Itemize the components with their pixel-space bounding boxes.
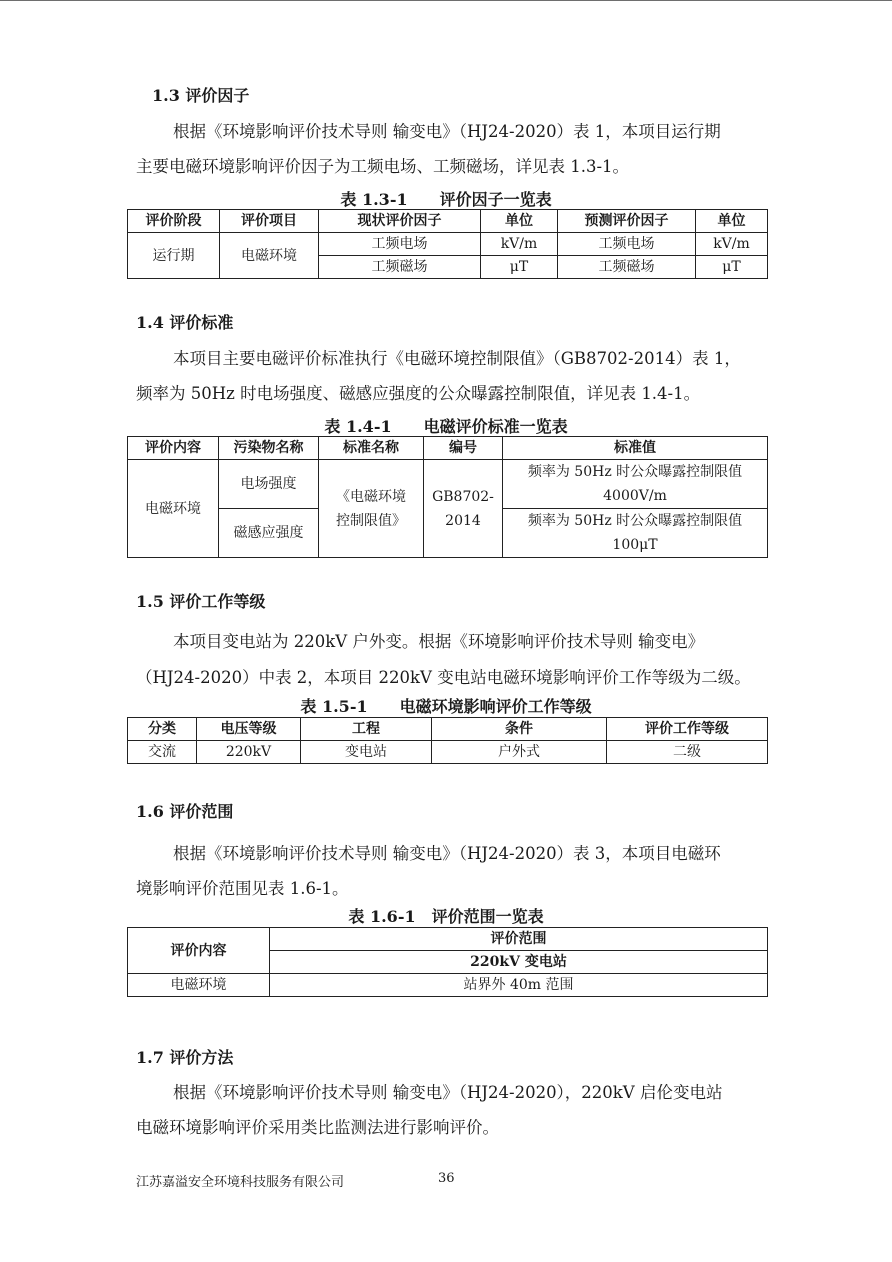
table-cell: kV/m: [481, 233, 558, 256]
top-rule: [0, 0, 892, 1]
paragraph-line: 根据《环境影响评价技术导则 输变电》（HJ24-2020），220kV 启伦变电站: [173, 1083, 723, 1102]
page-number: 36: [438, 1171, 455, 1186]
table-caption-1-5-1: 表 1.5-1 电磁环境影响评价工作等级: [300, 697, 592, 716]
table-cell-standard-value: [503, 460, 768, 509]
table-header: 评价内容: [128, 928, 270, 974]
table-header: 条件: [432, 718, 607, 741]
cell-line: 控制限值》: [336, 512, 406, 529]
table-header: 单位: [481, 210, 558, 233]
footer-company: 江苏嘉溢安全环境科技服务有限公司: [136, 1175, 345, 1190]
section-heading-1-7: 1.7 评价方法: [136, 1048, 234, 1067]
table-cell: 工频磁场: [319, 256, 481, 279]
table-cell-standard-name: [319, 460, 424, 558]
table-caption-1-6-1: 表 1.6-1 评价范围一览表: [348, 907, 544, 926]
table-header: 评价项目: [220, 210, 319, 233]
table-cell: μT: [481, 256, 558, 279]
paragraph-line: 电磁环境影响评价采用类比监测法进行影响评价。: [136, 1118, 499, 1137]
table-subheader: 220kV 变电站: [270, 951, 768, 974]
paragraph-line: 主要电磁环境影响评价因子为工频电场、工频磁场，详见表 1.3-1。: [136, 157, 630, 176]
table-header: 污染物名称: [219, 437, 319, 460]
table-1-5-1: [127, 717, 768, 764]
cell-line: 2014: [445, 512, 481, 529]
cell-line: 《电磁环境: [336, 488, 406, 505]
table-cell: 运行期: [128, 233, 220, 279]
table-header: 评价内容: [128, 437, 219, 460]
table-header: 标准名称: [319, 437, 424, 460]
table-cell: 电磁环境: [128, 460, 219, 558]
paragraph-line: 本项目主要电磁评价标准执行《电磁环境控制限值》（GB8702-2014）表 1，: [173, 349, 741, 368]
table-cell: 工频电场: [558, 233, 696, 256]
table-cell: 工频磁场: [558, 256, 696, 279]
table-header: 工程: [301, 718, 432, 741]
table-cell-code: [424, 460, 503, 558]
section-heading-1-6: 1.6 评价范围: [136, 802, 234, 821]
cell-line: 100μT: [612, 537, 658, 553]
table-header: 电压等级: [197, 718, 301, 741]
table-cell: kV/m: [696, 233, 768, 256]
paragraph-line: 本项目变电站为 220kV 户外变。根据《环境影响评价技术导则 输变电》: [173, 632, 705, 651]
table-caption-1-4-1: 表 1.4-1 电磁评价标准一览表: [324, 417, 568, 436]
cell-line: 4000V/m: [603, 488, 667, 504]
table-header: 分类: [128, 718, 197, 741]
table-cell-standard-value: [503, 509, 768, 558]
table-cell: 变电站: [301, 741, 432, 764]
paragraph-line: 根据《环境影响评价技术导则 输变电》（HJ24-2020）表 3，本项目电磁环: [173, 844, 721, 863]
table-header: 预测评价因子: [558, 210, 696, 233]
paragraph-line: 根据《环境影响评价技术导则 输变电》（HJ24-2020）表 1，本项目运行期: [173, 122, 721, 141]
table-1-3-1: [127, 209, 768, 279]
paragraph-line: 频率为 50Hz 时电场强度、磁感应强度的公众曝露控制限值，详见表 1.4-1。: [136, 384, 701, 403]
table-header: 标准值: [503, 437, 768, 460]
table-cell: 工频电场: [319, 233, 481, 256]
table-caption-1-3-1: 表 1.3-1 评价因子一览表: [340, 190, 552, 209]
table-cell: 电场强度: [219, 460, 319, 509]
table-header: 评价阶段: [128, 210, 220, 233]
table-cell: 电磁环境: [128, 974, 270, 997]
table-cell: 户外式: [432, 741, 607, 764]
table-header: 单位: [696, 210, 768, 233]
cell-line: 频率为 50Hz 时公众曝露控制限值: [527, 464, 743, 480]
cell-line: 频率为 50Hz 时公众曝露控制限值: [527, 513, 743, 529]
paragraph-line: 境影响评价范围见表 1.6-1。: [136, 879, 349, 898]
table-cell: 二级: [607, 741, 768, 764]
table-header: 评价范围: [270, 928, 768, 951]
table-1-4-1: [127, 436, 768, 558]
section-heading-1-5: 1.5 评价工作等级: [136, 592, 266, 611]
table-cell: 电磁环境: [220, 233, 319, 279]
table-cell: 磁感应强度: [219, 509, 319, 558]
table-header: 编号: [424, 437, 503, 460]
section-heading-1-4: 1.4 评价标准: [136, 313, 234, 332]
table-1-6-1: [127, 927, 768, 997]
table-cell: 交流: [128, 741, 197, 764]
table-cell: μT: [696, 256, 768, 279]
cell-line: GB8702-: [432, 488, 494, 505]
table-header: 评价工作等级: [607, 718, 768, 741]
table-cell: 站界外 40m 范围: [270, 974, 768, 997]
paragraph-line: （HJ24-2020）中表 2，本项目 220kV 变电站电磁环境影响评价工作等级为二级。: [136, 668, 751, 687]
table-cell: 220kV: [197, 741, 301, 764]
table-header: 现状评价因子: [319, 210, 481, 233]
section-heading-1-3: 1.3 评价因子: [152, 86, 250, 105]
